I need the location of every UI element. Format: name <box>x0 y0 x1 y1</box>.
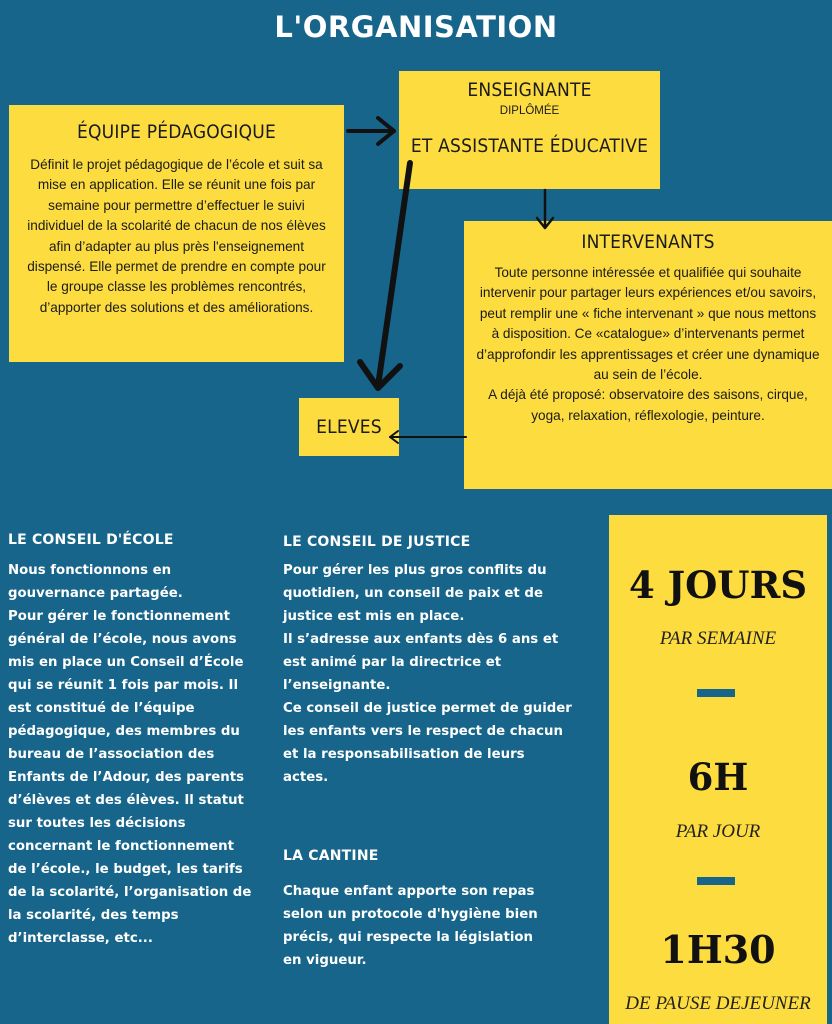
arrows-layer <box>0 0 832 500</box>
intervenants-heading: INTERVENANTS <box>581 231 715 253</box>
arrow-intervenants-to-eleves <box>390 431 466 443</box>
conseil-ecole-heading: LE CONSEIL D'ÉCOLE <box>8 532 174 548</box>
enseignante-line1: ENSEIGNANTE <box>467 79 592 101</box>
schedule-panel <box>609 515 827 1024</box>
equipe-body: Définit le projet pédagogique de l’école et suit sa mise en application. Elle se réunit une fois par semaine pour permettre d’effectuer le suivi individuel de la scolarité de chacun de nos élèves afin d’adapter au plus près l'enseignement dispensé. Elle permet de prendre en compte pour le groupe classe les problèmes rencontrés, d’apporter des solutions et des améliorations. <box>27 157 326 315</box>
enseignante-line3: ET ASSISTANTE ÉDUCATIVE <box>410 135 649 157</box>
conseil-justice-body: Pour gérer les plus gros conflits du quotidien, un conseil de paix et de justice est mis en place. Il s’adresse aux enfants dès 6 ans et est animé par la directrice et l’enseignante. Ce conseil de justice permet de guider les enfants vers le respect de chacun et la responsabilisation de leurs actes. <box>283 563 572 785</box>
hours-value: 6H <box>687 755 749 799</box>
separator-dash-2 <box>697 877 735 885</box>
separator-dash-1 <box>697 689 735 697</box>
conseil-justice-heading: LE CONSEIL DE JUSTICE <box>283 534 471 550</box>
days-value: 4 JOURS <box>628 563 808 607</box>
days-label: PAR SEMAINE <box>659 628 777 649</box>
cantine-body: Chaque enfant apporte son repas selon un protocole d'hygiène bien précis, qui respecte la législation en vigueur. <box>283 884 538 968</box>
equipe-heading: ÉQUIPE PÉDAGOGIQUE <box>77 121 276 143</box>
intervenants-body: Toute personne intéressée et qualifiée qui souhaite intervenir pour partager leurs expériences et/ou savoirs, peut remplir une « fiche intervenant » que nous mettons à disposition. Ce «catalogue» d’intervenants permet d’approfondir les apprentissages et créer une dynamique au sein de l’école. <box>476 265 820 383</box>
hours-label: PAR JOUR <box>675 821 761 842</box>
cantine-heading: LA CANTINE <box>283 848 379 864</box>
intervenants-body-2: A déjà été proposé: observatoire des saisons, cirque, yoga, relaxation, réflexologie, peinture. <box>488 387 808 423</box>
page-title: L'ORGANISATION <box>274 10 558 44</box>
arrow-enseignante-to-eleves <box>360 163 410 388</box>
arrow-enseignante-to-intervenants <box>537 190 553 228</box>
enseignante-line2: DIPLÔMÉE <box>499 105 560 117</box>
arrow-equipe-to-enseignante <box>348 118 394 144</box>
conseil-ecole-body: Nous fonctionnons en gouvernance partagée. Pour gérer le fonctionnement général de l’école, nous avons mis en place un Conseil d’École qui se réunit 1 fois par mois. Il est constitué de l’équipe pédagogique, des membres du bureau de l’association des Enfants de l’Adour, des parents d’élèves et des élèves. Il statut sur toutes les décisions concernant le fonctionnement de l’école., le budget, les tarifs de la scolarité, l’organisation de la scolarité, des temps d’interclasse, etc... <box>8 563 252 946</box>
lunch-value: 1H30 <box>660 927 776 972</box>
lunch-label: DE PAUSE DEJEUNER <box>625 993 811 1014</box>
eleves-label: ELEVES <box>316 416 382 438</box>
